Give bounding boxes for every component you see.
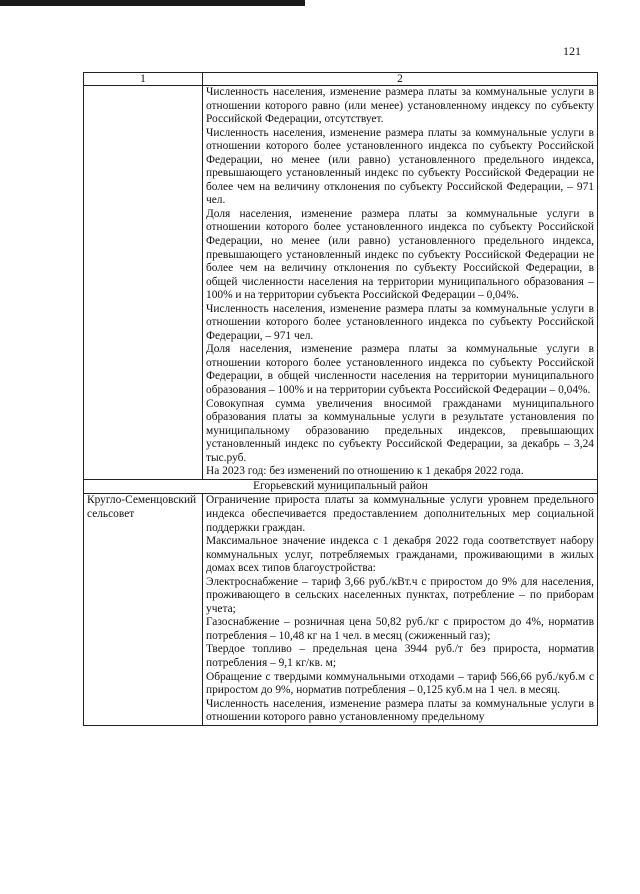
paragraph: Обращение с твердыми коммунальными отходами – тариф 566,66 руб./куб.м с приростом до 9%, норматив потребления – 0,125 куб.м на 1 чел. в месяц. (206, 670, 594, 697)
table-header-row (84, 73, 598, 86)
row-content-block1 (203, 86, 598, 480)
paragraph: Численность населения, изменение размера платы за коммунальные услуги в отношении которого равно установленному предельному (206, 697, 594, 724)
paragraph: Газоснабжение – розничная цена 50,82 руб./кг с приростом до 4%, норматив потребления – 10,48 кг на 1 чел. в месяц (сжиженный газ); (206, 616, 594, 642)
page-number: 121 (563, 44, 581, 58)
paragraph: Численность населения, изменение размера платы за коммунальные услуги в отношении которого равно (или менее) установленному индексу по субъекту Российской Федерации, отсутствует. (206, 86, 594, 126)
paragraph: На 2023 год: без изменений по отношению к 1 декабря 2022 года. (206, 465, 524, 478)
row-label-empty (84, 86, 203, 480)
paragraph: Максимальное значение индекса с 1 декабря 2022 года соответствует набору коммунальных услуг, потребляемых гражданами, проживающими в жилых домах всех типов благоустройства: (206, 535, 594, 575)
header-col-2: 2 (203, 73, 598, 86)
paragraph: Доля населения, изменение размера платы за коммунальные услуги в отношении которого более установленного индекса по субъекту Российской Федерации, в общей численности населения на территории муниципального образования – 100% и на территории субъекта Российской Федерации – 0,04%. (206, 343, 594, 397)
tariff-table (83, 72, 598, 726)
region-title: Егорьевский муниципальный район (84, 479, 598, 494)
scan-edge-bar (0, 0, 305, 6)
paragraph: Доля населения, изменение размера платы за коммунальные услуги в отношении которого более установленного индекса по субъекту Российской Федерации, но менее (или равно) установленного предельного индекса, превышающего установленный индекс по субъекту Российской Федерации не более чем на величину отклонения по субъекту Российской Федерации, в общей численности населения на территории муниципального образования – 100% и на территории субъекта Российской Федерации – 0,04%. (206, 207, 594, 302)
municipality-cell (84, 494, 203, 725)
paragraph: Ограничение прироста платы за коммунальные услуги уровнем предельного индекса обеспечивается предоставлением дополнительных мер социальной поддержки граждан. (206, 494, 594, 534)
table-row (84, 494, 598, 725)
paragraph: Твердое топливо – предельная цена 3944 руб./т без прироста, норматив потребления – 9,1 кг/кв. м; (206, 643, 594, 669)
paragraph: Электроснабжение – тариф 3,66 руб./кВт.ч с приростом до 9% для населения, проживающего в сельских населенных пунктах, потребление – по приборам учета; (206, 575, 594, 615)
municipality-name: Кругло-Семенцовский сельсовет (87, 494, 197, 520)
table-row (84, 86, 598, 480)
header-col-1: 1 (84, 73, 203, 86)
paragraph: Численность населения, изменение размера платы за коммунальные услуги в отношении которого более установленного индекса по субъекту Российской Федерации, но менее (или равно) установленного предельного индекса, превышающего установленный индекс по субъекту Российской Федерации не более чем на величину отклонения по субъекту Российской Федерации, – 971 чел. (206, 126, 594, 207)
paragraph: Совокупная сумма увеличения вносимой гражданами муниципального образования платы за коммунальные услуги в результате установления по муниципальному образованию предельных индексов, превышающих установленный индекс по субъекту Российской Федерации, за декабрь – 3,24 тыс.руб. (206, 397, 594, 464)
paragraph: Численность населения, изменение размера платы за коммунальные услуги в отношении которого более установленного индекса по субъекту Российской Федерации, – 971 чел. (206, 302, 594, 342)
region-row (84, 479, 598, 494)
row-content-block2 (203, 494, 598, 725)
